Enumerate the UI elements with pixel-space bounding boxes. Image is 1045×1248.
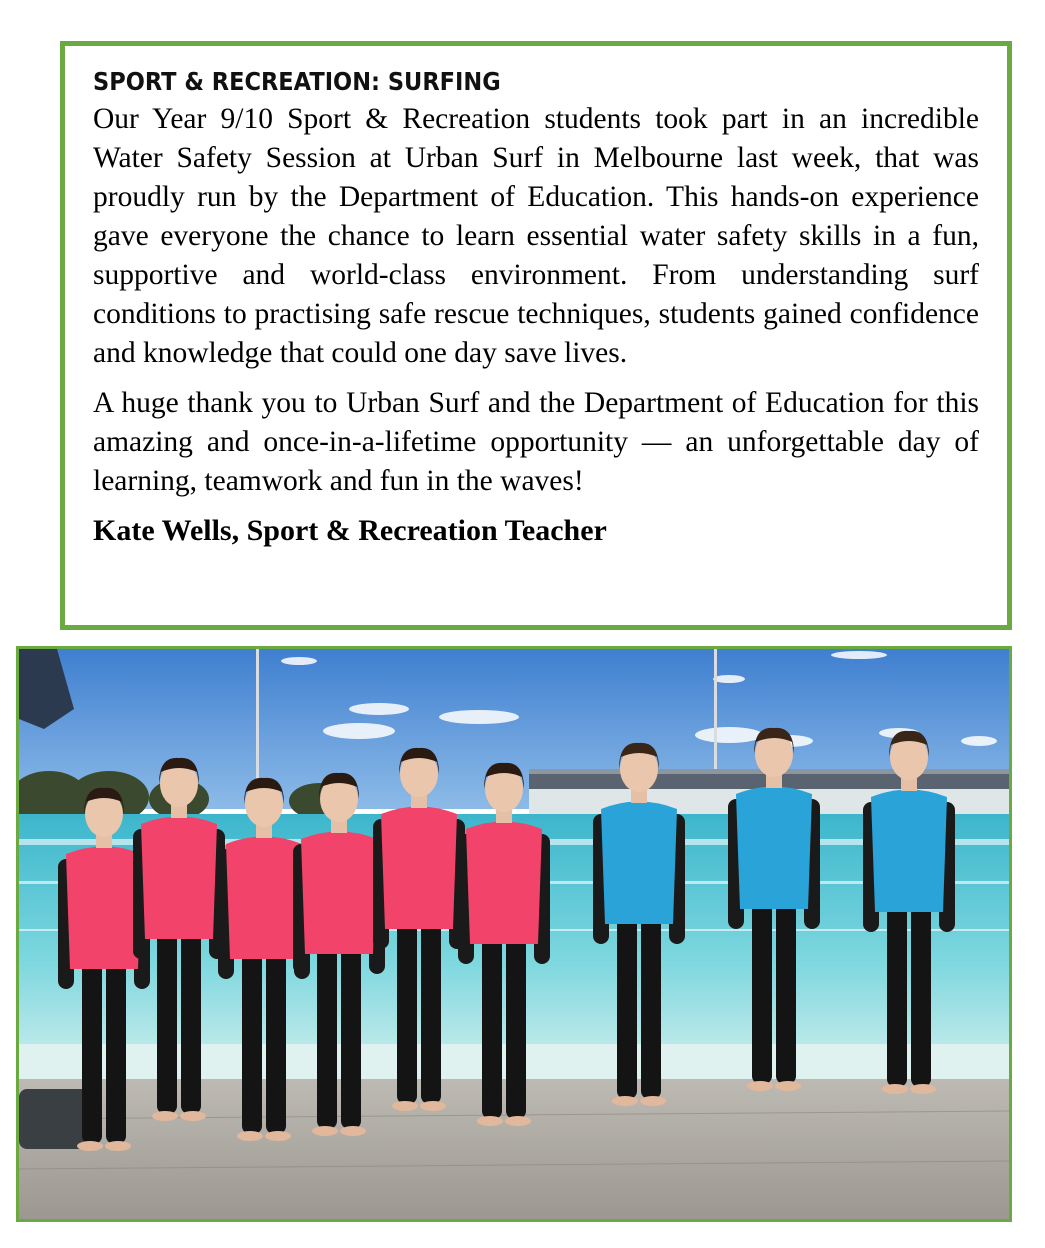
light-pole [714,649,717,774]
surf-photo [16,646,1012,1222]
article-signature: Kate Wells, Sport & Recreation Teacher [93,514,607,547]
surf-photo-illustration [19,649,1009,1219]
flag-base [19,1089,89,1149]
light-pole [256,649,259,799]
article-paragraph-2: A huge thank you to Urban Surf and the Department of Education for this amazing and once-in-a-lifetime opportunity — an unforgettable day of learning, teamwork and fun in the waves! [93,387,979,497]
article-box [60,41,1012,630]
article-paragraph-1: Our Year 9/10 Sport & Recreation students took part in an incredible Water Safety Session at Urban Surf in Melbourne last week, that was proudly run by the Department of Education. This hands-on experience gave everyone the chance to learn essential water safety skills in a fun, supportive and world-class environment. From understanding surf conditions to practising safe rescue techniques, students gained confidence and knowledge that could one day save lives. [93,103,979,369]
article-heading: SPORT & RECREATION: SURFING [93,67,501,96]
